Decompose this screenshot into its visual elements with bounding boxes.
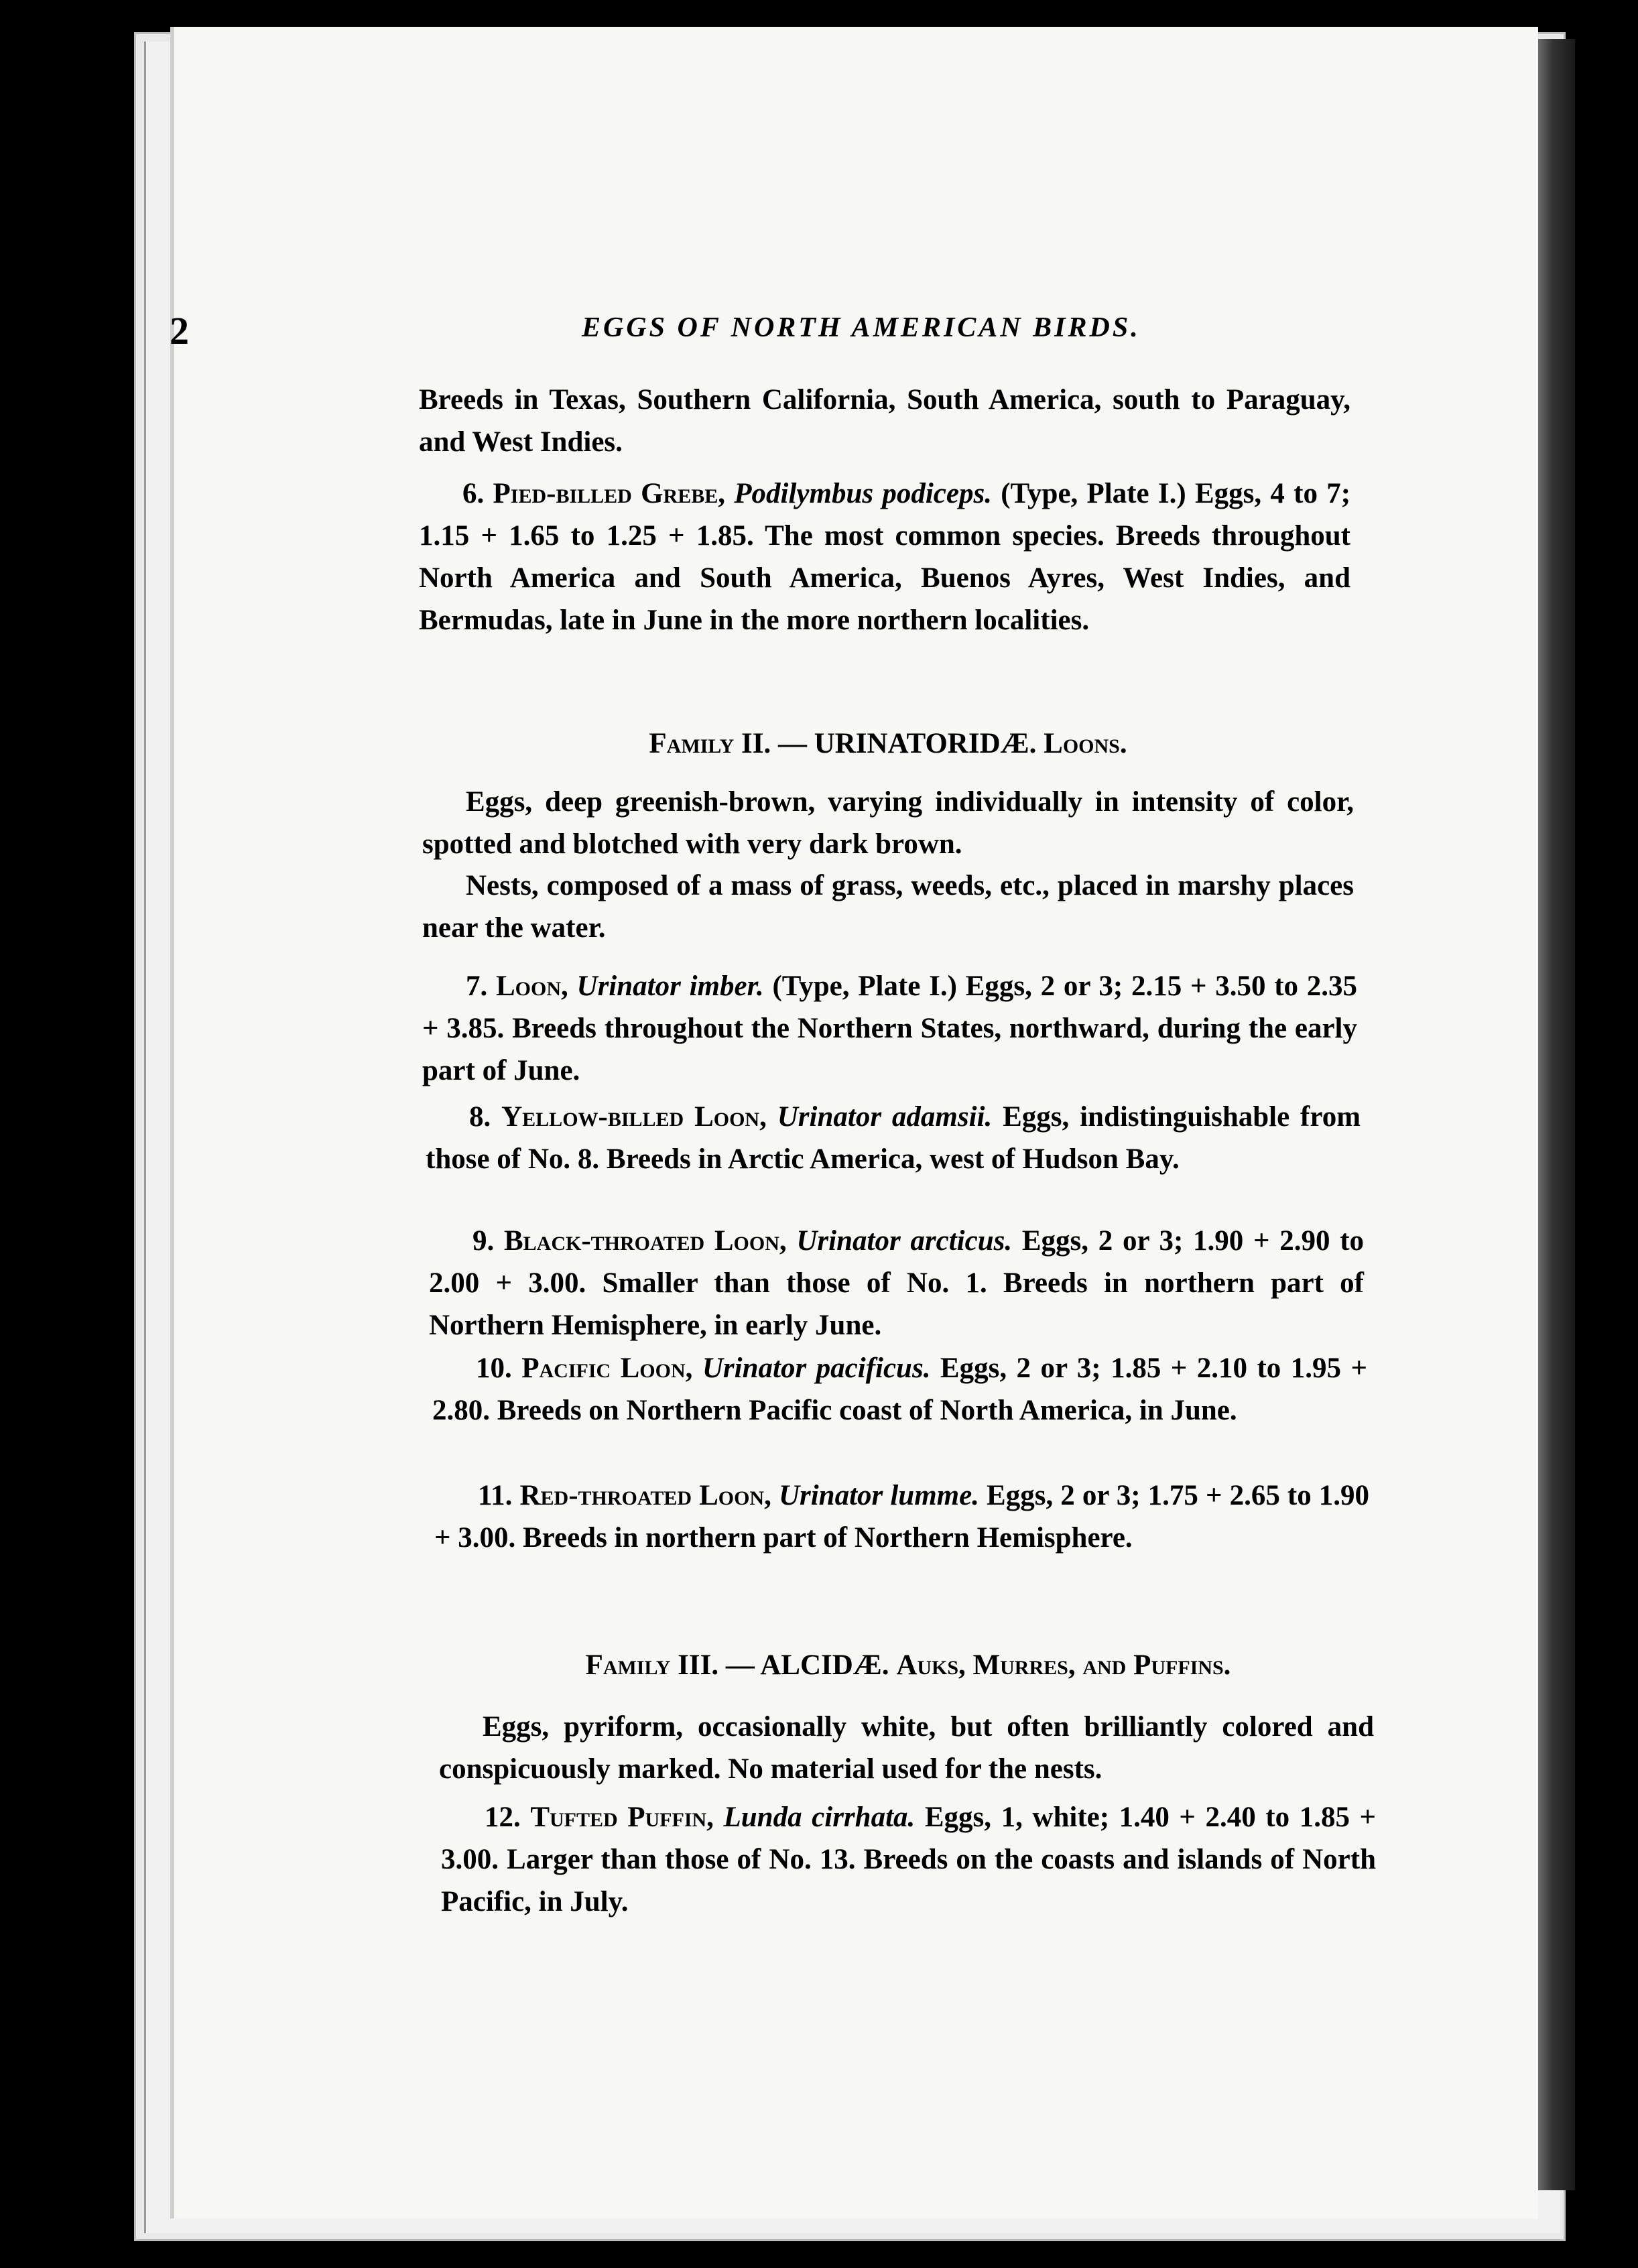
entry-number: 8. <box>469 1101 491 1133</box>
continuation-text: Breeds in Texas, Southern California, South America, south to Paraguay, and West Indies. <box>419 384 1350 458</box>
entry-text: Eggs, indistinguishable from those of No. 8. Breeds in Arctic America, west of Hudson Bay. <box>426 1101 1361 1175</box>
family-2-eggs <box>422 781 1354 865</box>
running-title: EGGS OF NORTH AMERICAN BIRDS. <box>582 312 1141 343</box>
family-name: ALCIDÆ. <box>760 1649 889 1681</box>
entry-10 <box>432 1347 1367 1432</box>
family-2-nests <box>422 865 1354 949</box>
entry-text: (Type, Plate I.) Eggs, 4 to 7; 1.15 + 1.65 to 1.25 + 1.85. The most common species. Breeds throughout North America and South America, Buenos Ayres, West Indies, and Bermudas, late in June in the more northern localities. <box>419 478 1351 636</box>
eggs-description: Eggs, pyriform, occasionally white, but often brilliantly colored and conspicuously marked. No material used for the nests. <box>439 1711 1374 1785</box>
page-number: 2 <box>170 309 189 353</box>
family-label: Family III. — <box>585 1649 755 1681</box>
entry-number: 12. <box>485 1802 521 1833</box>
scientific-name: Urinator imber. <box>576 970 764 1002</box>
entry-text: Eggs, 2 or 3; 1.75 + 2.65 to 1.90 + 3.00. Breeds in northern part of Northern Hemisphere. <box>434 1480 1370 1554</box>
eggs-description: Eggs, deep greenish-brown, varying individually in intensity of color, spotted and blotched with very dark brown. <box>422 786 1354 860</box>
family-common: Loons. <box>1044 728 1127 759</box>
common-name: Red-throated Loon, <box>519 1480 771 1511</box>
common-name: Tufted Puffin, <box>530 1802 714 1833</box>
common-name: Pied-billed Grebe, <box>493 478 725 509</box>
common-name: Loon, <box>496 970 568 1002</box>
entry-9 <box>429 1220 1364 1346</box>
family-3-eggs <box>439 1706 1374 1790</box>
family-heading-3 <box>436 1649 1381 1682</box>
entry-11 <box>434 1474 1369 1559</box>
entry-number: 10. <box>476 1352 512 1384</box>
entry-8 <box>426 1096 1361 1180</box>
entry-text: Eggs, 2 or 3; 1.85 + 2.10 to 1.95 + 2.80. Breeds on Northern Pacific coast of North America, in June. <box>432 1352 1367 1426</box>
scientific-name: Urinator lumme. <box>778 1480 979 1511</box>
nests-description: Nests, composed of a mass of grass, weeds, etc., placed in marshy places near the water. <box>422 870 1354 944</box>
page-stack-edge <box>1538 39 1575 2190</box>
entry-number: 6. <box>462 478 485 509</box>
entry-text: Eggs, 1, white; 1.40 + 2.40 to 1.85 + 3.00. Larger than those of No. 13. Breeds on the coasts and islands of North Pacific, in July. <box>441 1802 1377 1917</box>
entry-number: 7. <box>466 970 488 1002</box>
entry-7 <box>422 965 1357 1092</box>
common-name: Black-throated Loon, <box>503 1225 787 1257</box>
family-label: Family II. — <box>649 728 807 759</box>
paragraph-continuation <box>419 379 1350 463</box>
scientific-name: Urinator arcticus. <box>796 1225 1013 1257</box>
scientific-name: Urinator adamsii. <box>777 1101 993 1133</box>
family-common: Auks, Murres, and Puffins. <box>896 1649 1231 1681</box>
common-name: Pacific Loon, <box>521 1352 693 1384</box>
scientific-name: Lunda cirrhata. <box>723 1802 916 1833</box>
scientific-name: Podilymbus podiceps. <box>734 478 992 509</box>
entry-number: 9. <box>472 1225 495 1257</box>
scientific-name: Urinator pacificus. <box>702 1352 931 1384</box>
entry-text: (Type, Plate I.) Eggs, 2 or 3; 2.15 + 3.50 to 2.35 + 3.85. Breeds throughout the Northern States, northward, during the early part of June. <box>422 970 1358 1086</box>
common-name: Yellow-billed Loon, <box>501 1101 767 1133</box>
entry-number: 11. <box>478 1480 513 1511</box>
entry-12 <box>441 1796 1376 1923</box>
entry-text: Eggs, 2 or 3; 1.90 + 2.90 to 2.00 + 3.00. Smaller than those of No. 1. Breeds in northern part of Northern Hemisphere, in early June. <box>429 1225 1365 1341</box>
family-heading-2 <box>419 727 1357 760</box>
entry-6 <box>419 472 1350 641</box>
family-name: URINATORIDÆ. <box>814 728 1037 759</box>
